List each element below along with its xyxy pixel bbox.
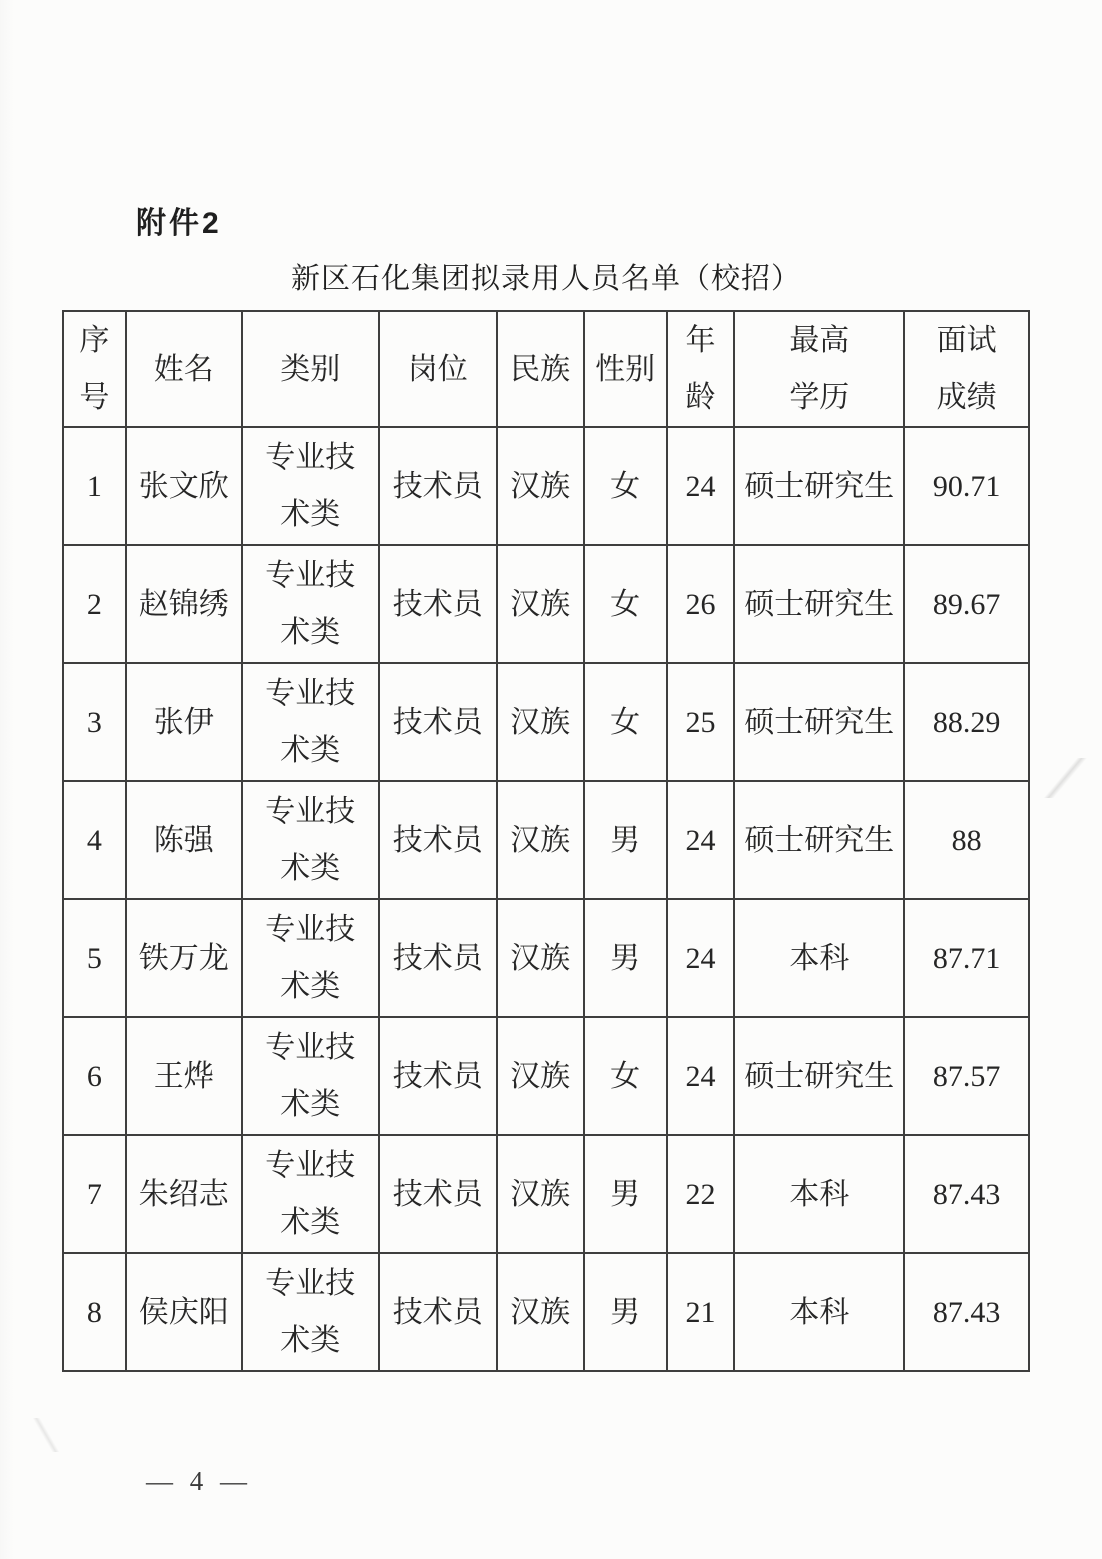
cell-ethnicity: 汉族 — [497, 781, 584, 899]
table-row — [63, 545, 1029, 663]
header-serial-number — [63, 311, 126, 427]
cell-age: 24 — [667, 427, 735, 545]
header-line: 号 — [79, 381, 110, 414]
cell-education: 本科 — [734, 1135, 904, 1253]
header-name — [126, 311, 242, 427]
cell-gender: 女 — [584, 663, 667, 781]
header-line: 最高 — [789, 324, 850, 357]
cell-category-text: 专业技术类 — [265, 559, 356, 649]
scan-artifact — [1042, 758, 1088, 798]
cell-serial: 1 — [63, 427, 126, 545]
cell-position: 技术员 — [379, 899, 497, 1017]
header-line: 性别 — [595, 352, 656, 386]
cell-score: 87.57 — [904, 1017, 1029, 1135]
cell-ethnicity: 汉族 — [497, 1253, 584, 1371]
table-body — [63, 427, 1029, 1371]
cell-gender: 男 — [584, 899, 667, 1017]
table-row — [63, 1017, 1029, 1135]
cell-score: 87.43 — [904, 1135, 1029, 1253]
header-line: 序 — [79, 324, 110, 357]
cell-age: 24 — [667, 899, 735, 1017]
header-age — [667, 311, 735, 427]
cell-ethnicity: 汉族 — [497, 545, 584, 663]
cell-position: 技术员 — [379, 1017, 497, 1135]
cell-name: 张伊 — [126, 663, 242, 781]
cell-position: 技术员 — [379, 663, 497, 781]
cell-position: 技术员 — [379, 1135, 497, 1253]
table-row — [63, 1253, 1029, 1371]
cell-serial: 6 — [63, 1017, 126, 1135]
cell-score: 88.29 — [904, 663, 1029, 781]
cell-ethnicity: 汉族 — [497, 1017, 584, 1135]
table-row — [63, 781, 1029, 899]
cell-category-text: 专业技术类 — [265, 441, 356, 531]
cell-name: 赵锦绣 — [126, 545, 242, 663]
cell-ethnicity: 汉族 — [497, 1135, 584, 1253]
header-line: 岗位 — [407, 352, 468, 386]
cell-position: 技术员 — [379, 545, 497, 663]
table-row — [63, 1135, 1029, 1253]
document-title: 新区石化集团拟录用人员名单（校招） — [290, 263, 801, 295]
cell-category-text: 专业技术类 — [265, 1149, 356, 1239]
cell-category — [242, 781, 379, 899]
cell-gender: 女 — [584, 1017, 667, 1135]
header-interview-score — [904, 311, 1029, 427]
roster-table — [62, 310, 1030, 1372]
cell-ethnicity: 汉族 — [497, 899, 584, 1017]
header-education — [734, 311, 904, 427]
table-row — [63, 899, 1029, 1017]
cell-name: 王烨 — [126, 1017, 242, 1135]
cell-score: 90.71 — [904, 427, 1029, 545]
cell-score: 89.67 — [904, 545, 1029, 663]
cell-category — [242, 663, 379, 781]
cell-category — [242, 545, 379, 663]
cell-education: 硕士研究生 — [734, 1017, 904, 1135]
header-gender — [584, 311, 667, 427]
cell-category-text: 专业技术类 — [265, 1031, 356, 1121]
cell-gender: 男 — [584, 781, 667, 899]
attachment-label: 附件2 — [136, 207, 222, 240]
cell-score: 87.71 — [904, 899, 1029, 1017]
cell-name: 铁万龙 — [126, 899, 242, 1017]
cell-category-text: 专业技术类 — [265, 1267, 356, 1357]
header-category — [242, 311, 379, 427]
header-line: 成绩 — [936, 381, 997, 414]
cell-age: 26 — [667, 545, 735, 663]
cell-ethnicity: 汉族 — [497, 427, 584, 545]
page-number: — 4 — — [146, 1466, 252, 1496]
cell-position: 技术员 — [379, 427, 497, 545]
scan-artifact — [24, 1418, 68, 1452]
cell-serial: 8 — [63, 1253, 126, 1371]
table-head — [63, 311, 1029, 427]
header-ethnicity — [497, 311, 584, 427]
cell-score: 88 — [904, 781, 1029, 899]
cell-category — [242, 1253, 379, 1371]
header-position — [379, 311, 497, 427]
cell-score: 87.43 — [904, 1253, 1029, 1371]
header-line: 民族 — [510, 352, 571, 386]
cell-category-text: 专业技术类 — [265, 677, 356, 767]
cell-gender: 男 — [584, 1135, 667, 1253]
cell-name: 张文欣 — [126, 427, 242, 545]
cell-education: 本科 — [734, 899, 904, 1017]
header-line: 龄 — [685, 381, 716, 414]
cell-gender: 男 — [584, 1253, 667, 1371]
cell-education: 硕士研究生 — [734, 427, 904, 545]
cell-category-text: 专业技术类 — [265, 913, 356, 1003]
cell-education: 硕士研究生 — [734, 781, 904, 899]
cell-age: 25 — [667, 663, 735, 781]
cell-age: 22 — [667, 1135, 735, 1253]
cell-category-text: 专业技术类 — [265, 795, 356, 885]
cell-name: 陈强 — [126, 781, 242, 899]
cell-serial: 3 — [63, 663, 126, 781]
cell-name: 朱绍志 — [126, 1135, 242, 1253]
cell-position: 技术员 — [379, 1253, 497, 1371]
header-line: 姓名 — [153, 352, 214, 386]
cell-gender: 女 — [584, 427, 667, 545]
cell-category — [242, 427, 379, 545]
table-row — [63, 663, 1029, 781]
cell-age: 21 — [667, 1253, 735, 1371]
cell-gender: 女 — [584, 545, 667, 663]
cell-serial: 5 — [63, 899, 126, 1017]
header-line: 年 — [685, 324, 716, 357]
cell-serial: 7 — [63, 1135, 126, 1253]
header-line: 面试 — [936, 324, 997, 357]
cell-education: 本科 — [734, 1253, 904, 1371]
cell-age: 24 — [667, 781, 735, 899]
cell-name: 侯庆阳 — [126, 1253, 242, 1371]
cell-category — [242, 1017, 379, 1135]
cell-category — [242, 1135, 379, 1253]
cell-position: 技术员 — [379, 781, 497, 899]
cell-category — [242, 899, 379, 1017]
cell-education: 硕士研究生 — [734, 545, 904, 663]
cell-ethnicity: 汉族 — [497, 663, 584, 781]
table-row — [63, 427, 1029, 545]
header-line: 学历 — [789, 381, 850, 414]
cell-age: 24 — [667, 1017, 735, 1135]
cell-serial: 4 — [63, 781, 126, 899]
cell-serial: 2 — [63, 545, 126, 663]
header-line: 类别 — [280, 352, 341, 386]
table-header-row — [63, 311, 1029, 427]
cell-education: 硕士研究生 — [734, 663, 904, 781]
